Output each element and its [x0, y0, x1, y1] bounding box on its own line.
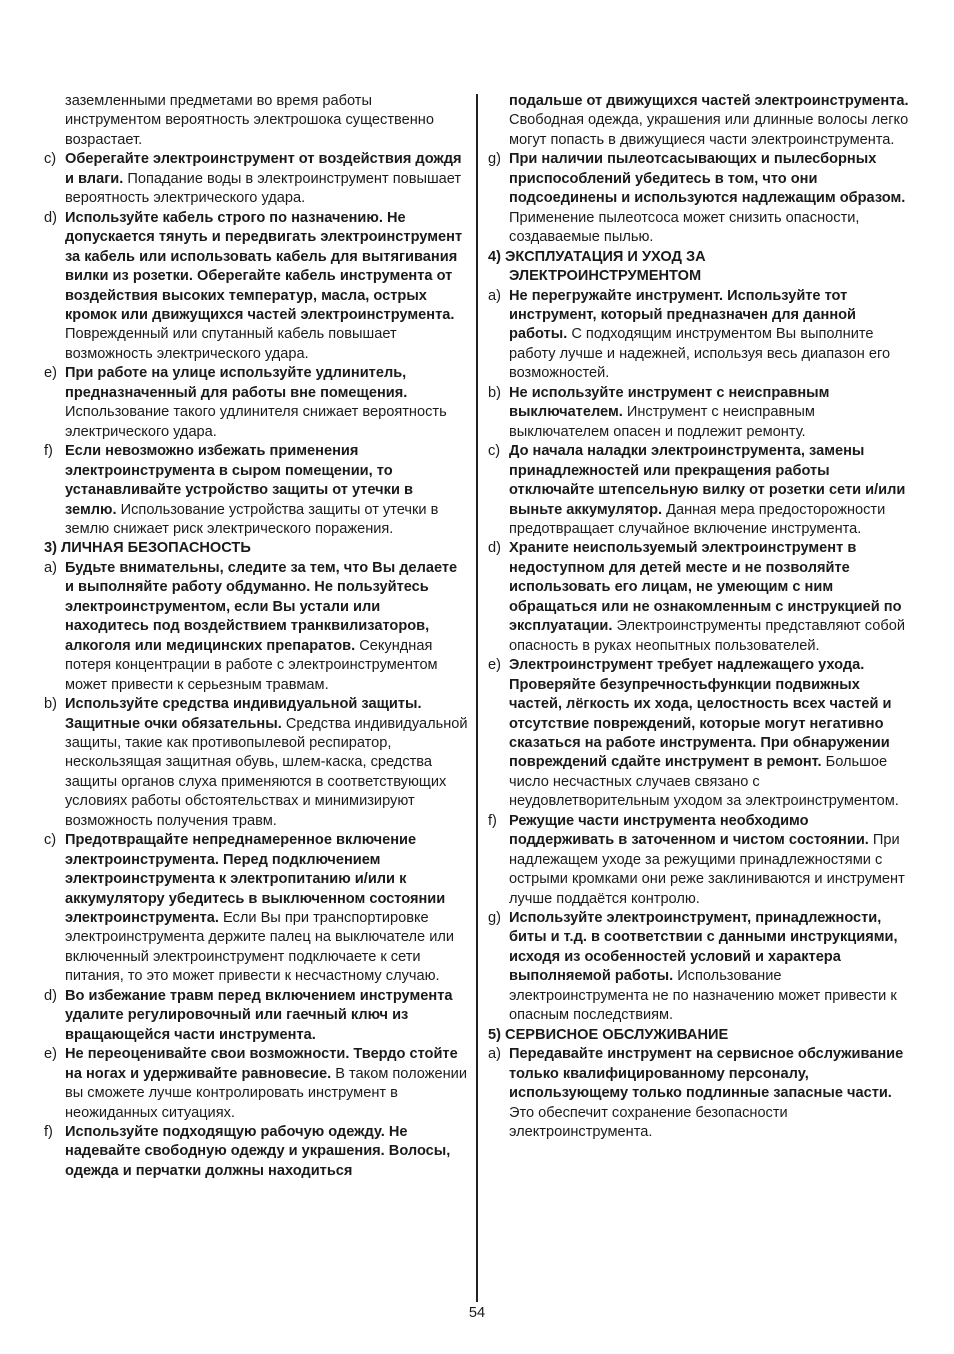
- list-item-label: d): [44, 209, 57, 226]
- list-item: [488, 150, 912, 247]
- list-personal-safety-cont: [488, 150, 912, 247]
- list-item-label: a): [488, 287, 501, 304]
- list-item-label: f): [44, 1124, 53, 1141]
- list-item-bold-text: Используйте электроинструмент, принадлежности, биты и т.д. в соответствии с данными инструкциями, исходя из особенностей условий и характера выполняемой работы.: [509, 910, 898, 985]
- section-heading-operation-care-2: ЭЛЕКТРОИНСТРУМЕНТОМ: [509, 268, 702, 285]
- list-item-label: c): [488, 443, 501, 460]
- list-item-bold-text: Во избежание травм перед включением инструмента удалите регулировочный или гаечный ключ из вращающейся части инструмента.: [65, 987, 453, 1043]
- list-item: [44, 442, 468, 539]
- list-item: [488, 539, 912, 656]
- list-item-text: Попадание воды в электроинструмент повышает вероятность электрического удара.: [65, 170, 462, 207]
- list-item-label: a): [488, 1046, 501, 1063]
- list-item: [44, 987, 468, 1045]
- list-item-label: e): [44, 365, 57, 382]
- list-item-text: Использование устройства защиты от утечки в землю снижает риск электрического поражения.: [65, 501, 439, 537]
- list-item-text: В таком положении вы сможете лучше контролировать инструмент в неожиданных ситуациях.: [65, 1065, 467, 1121]
- list-service: [488, 1045, 912, 1142]
- list-item-text: Секундная потеря концентрации в работе с электроинструментом может привести к серьезным травмам.: [65, 637, 438, 693]
- list-item: [44, 1123, 468, 1181]
- list-item-text: Средства индивидуальной защиты, такие как противопылевой респиратор, нескользящая защитная обувь, шлем-каска, средства защиты органов слуха применяются в соответствующих условиях работы обстоятельствах и минимизируют возможность получения травм.: [65, 715, 468, 829]
- list-item: [44, 209, 468, 365]
- continuation-paragraph: [488, 92, 912, 150]
- list-item: [488, 442, 912, 539]
- list-item-text: Применение пылеотсоса может снизить опасности, создаваемые пылью.: [509, 209, 860, 246]
- continuation-text: Свободная одежда, украшения или длинные волосы легко могут попасть в движущиеся части электроинструмента.: [509, 112, 909, 148]
- list-item-text: Поврежденный или спутанный кабель повышает возможность электрического удара.: [65, 326, 397, 362]
- list-item-bold-text: Не перегружайте инструмент. Используйте тот инструмент, который предназначен для данной работы.: [509, 287, 857, 343]
- list-item-label: b): [44, 696, 57, 713]
- list-item-bold-text: Режущие части инструмента необходимо поддерживать в заточенном и чистом состоянии.: [509, 812, 869, 849]
- list-item-bold-text: Электроинструмент требует надлежащего ухода. Проверяйте безупречностьфункции подвижных частей, лёгкость их хода, целостность всех частей и отсутствие повреждений, которые могут негативно сказаться на работе инструмента. При обнаружении повреждений сдайте инструмент в ремонт.: [509, 657, 892, 771]
- section-heading-service: 5) СЕРВИСНОЕ ОБСЛУЖИВАНИЕ: [488, 1026, 729, 1043]
- list-item-bold-text: Оберегайте электроинструмент от воздействия дождя и влаги.: [65, 151, 462, 187]
- list-item-text: Использование такого удлинителя снижает вероятность электрического удара.: [65, 404, 447, 440]
- section-heading-personal-safety: 3) ЛИЧНАЯ БЕЗОПАСНОСТЬ: [44, 540, 251, 557]
- list-item-label: d): [44, 987, 57, 1004]
- list-item: [488, 909, 912, 1026]
- list-item-label: e): [44, 1046, 57, 1063]
- left-column: [44, 92, 468, 1181]
- list-item-bold-text: Не используйте инструмент с неисправным выключателем.: [509, 384, 830, 421]
- section-heading-operation-care-1: 4) ЭКСПЛУАТАЦИЯ И УХОД ЗА: [488, 248, 706, 265]
- list-item: [488, 656, 912, 812]
- list-item: [488, 384, 912, 442]
- list-item-bold-text: При работе на улице используйте удлинитель, предназначенный для работы вне помещения.: [65, 365, 408, 401]
- continuation-bold: подальше от движущихся частей электроинструмента.: [509, 93, 909, 109]
- list-item-label: c): [44, 832, 57, 849]
- list-item-bold-text: До начала наладки электроинструмента, замены принадлежностей или прекращения работы отключайте штепсельную вилку от розетки сети и/или выньте аккумулятор.: [509, 443, 906, 518]
- list-item-label: d): [488, 540, 501, 557]
- list-item-label: g): [488, 910, 501, 927]
- list-item-label: f): [44, 443, 53, 460]
- list-item-text: Инструмент с неисправным выключателем опасен и подлежит ремонту.: [509, 404, 815, 440]
- list-item-bold-text: Передавайте инструмент на сервисное обслуживание только квалифицированному персоналу, использующему только подлинные запасные части.: [509, 1046, 904, 1102]
- list-item-bold-text: Будьте внимательны, следите за тем, что Вы делаете и выполняйте работу обдуманно. Не пользуйтесь электроинструментом, если Вы устали или находитесь под воздействием транквилизаторов, алкоголя или медицинских препаратов.: [65, 559, 458, 654]
- list-item-label: c): [44, 151, 57, 168]
- list-item: [488, 812, 912, 909]
- list-item-text: При надлежащем уходе за режущими принадлежностями с острыми кромками они реже заклиниваются и инструмент лучше поддаётся контролю.: [509, 832, 905, 907]
- list-item: [488, 1045, 912, 1142]
- list-item: [44, 559, 468, 695]
- list-item-text: Электроинструменты представляют собой опасность в руках неопытных пользователей.: [509, 618, 905, 654]
- list-item-text: Если Вы при транспортировке электроинструмента держите палец на выключателе или включенный электроинструмент подключаете к сети питания, то это может привести к несчастному случаю.: [65, 910, 455, 985]
- list-item-label: a): [44, 559, 57, 576]
- continuation-paragraph: заземленными предметами во время работы инструментом вероятность электрошока существенно возрастает.: [65, 93, 434, 148]
- list-item-bold-text: Используйте подходящую рабочую одежду. Не надевайте свободную одежду и украшения. Волосы, одежда и перчатки должны находиться: [65, 1124, 451, 1179]
- list-item-text: Это обеспечит сохранение безопасности электроинструмента.: [509, 1104, 788, 1141]
- list-item-bold-text: Используйте кабель строго по назначению. Не допускается тянуть и передвигать электроинструмент за кабель или использовать кабель для вытягивания вилки из розетки. Оберегайте кабель инструмента от воздействия высоких температур, масла, острых кромок или движущихся частей электроинструмента.: [65, 209, 463, 323]
- list-item-bold-text: При наличии пылеотсасывающих и пылесборных приспособлений убедитесь в том, что они подсоединены и используются надлежащим образом.: [509, 151, 906, 207]
- list-item-bold-text: Храните неиспользуемый электроинструмент в недоступном для детей месте и не позволяйте использовать его лицам, не умеющим с ним обращаться или не ознакомленным с инструкцией по эксплуатации.: [509, 540, 902, 635]
- list-item: [44, 364, 468, 442]
- list-item: [44, 1045, 468, 1123]
- list-item: [44, 150, 468, 208]
- list-item-label: g): [488, 151, 501, 168]
- list-item-text: С подходящим инструментом Вы выполните работу лучше и надежней, используя весь диапазон его возможностей.: [509, 326, 891, 382]
- list-item-label: b): [488, 384, 501, 401]
- list-electrical-safety: [44, 150, 468, 539]
- list-item: [44, 695, 468, 831]
- column-divider: [476, 94, 478, 1302]
- list-item: [488, 287, 912, 384]
- list-item-bold-text: Если невозможно избежать применения электроинструмента в сыром помещении, то устанавливайте устройство защиты от утечки в землю.: [65, 443, 413, 518]
- list-operation-care: [488, 287, 912, 1026]
- list-item-label: f): [488, 812, 497, 829]
- right-column: [488, 92, 912, 1142]
- list-item-text: Большое число несчастных случаев связано с неудовлетворительным уходом за электроинструментом.: [509, 754, 899, 810]
- list-item-label: e): [488, 657, 501, 674]
- list-personal-safety: [44, 559, 468, 1182]
- list-item-text: Данная мера предосторожности предотвращает случайное включение инструмента.: [509, 501, 886, 537]
- page-number: 54: [468, 1305, 486, 1321]
- list-item-bold-text: Предотвращайте непреднамеренное включение электроинструмента. Перед подключением электроинструмента к электропитанию и/или к аккумулятору убедитесь в выключенном состоянии электроинструмента.: [65, 832, 446, 927]
- list-item-bold-text: Используйте средства индивидуальной защиты. Защитные очки обязательны.: [65, 696, 422, 732]
- list-item-bold-text: Не переоценивайте свои возможности. Твердо стойте на ногах и удерживайте равновесие.: [65, 1046, 458, 1082]
- list-item: [44, 831, 468, 987]
- list-item-text: Использование электроинструмента не по назначению может привести к опасным последствиям.: [509, 968, 897, 1024]
